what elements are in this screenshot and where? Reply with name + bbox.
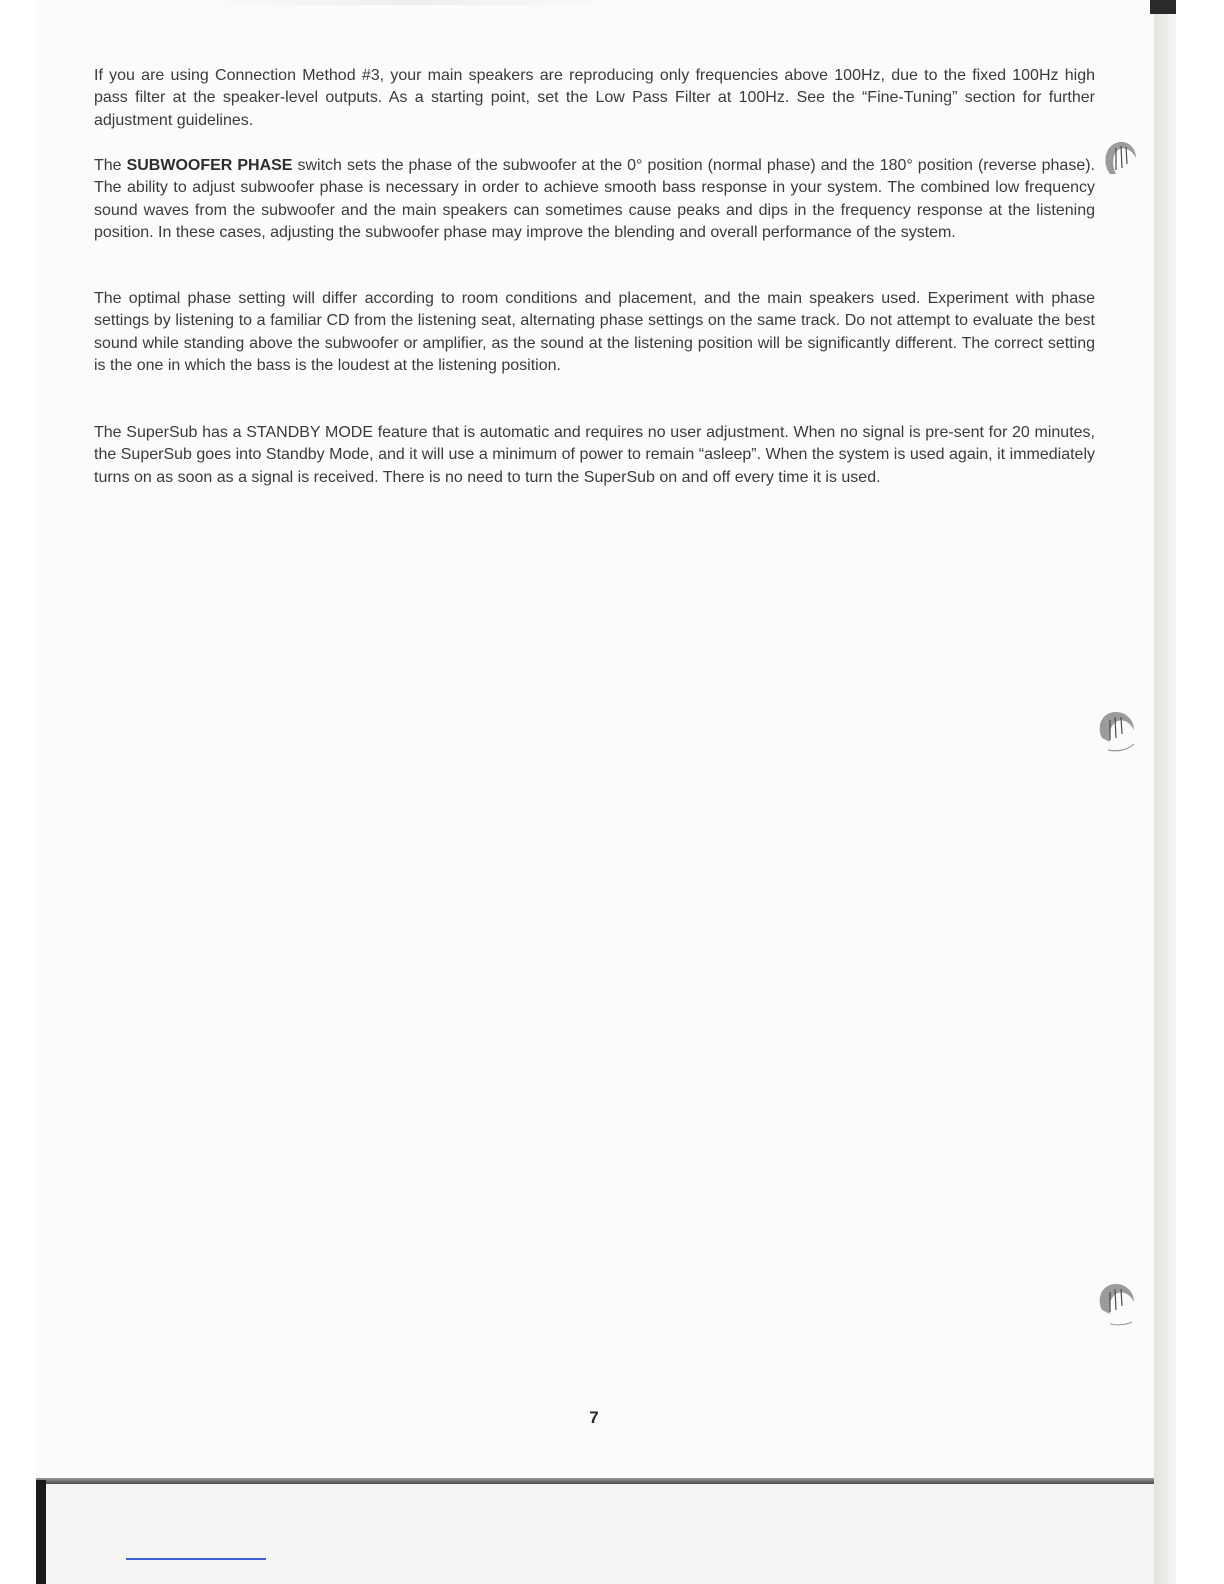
page-number: 7 bbox=[589, 1408, 599, 1427]
paragraph-body: switch sets the phase of the subwoofer at the 0° position (normal phase) and the 180° position (reverse phase). The ability to adjust subwoofer phase is necessary in order to achieve smooth bass response in your system. The combined low frequency sound waves from the subwoofer and the main speakers can sometimes cause peaks and dips in the frequency response at the listening position. In these cases, adjusting the subwoofer phase may improve the blending and overall performance of the system. bbox=[94, 157, 1096, 242]
scan-corner-shadow bbox=[1150, 0, 1176, 14]
binder-hole-icon bbox=[1094, 1276, 1138, 1326]
paragraph-optimal-phase: The optimal phase setting will differ according to room conditions and placement, and the main speakers used. Experiment with phase settings by listening to a familiar CD from the listening seat, alternating phase settings on the same track. Do not attempt to evaluate the best sound while standing above the subwoofer or amplifier, as the sound at the listening position will be significantly different. The correct setting is the one in which the bass is the loudest at the listening position. bbox=[94, 290, 1095, 375]
blue-underline-mark bbox=[126, 1558, 266, 1560]
page-bottom-edge bbox=[36, 1478, 1154, 1484]
binder-hole-icon bbox=[1094, 704, 1138, 754]
paragraph-prefix: The bbox=[94, 157, 127, 174]
scan-smudge bbox=[200, 0, 620, 5]
scan-background-strip bbox=[36, 1484, 1154, 1584]
paper-edge-right bbox=[1154, 0, 1176, 1584]
scan-left-bar bbox=[36, 1480, 46, 1584]
binder-hole-icon bbox=[1096, 134, 1140, 184]
paragraph-subwoofer-phase bbox=[94, 155, 1095, 245]
subwoofer-phase-heading: SUBWOOFER PHASE bbox=[126, 157, 293, 174]
paragraph-standby-mode: The SuperSub has a STANDBY MODE feature that is automatic and requires no user adjustment. When no signal is pre-sent for 20 minutes, the SuperSub goes into Standby Mode, and it will use a minimum of power to remain “asleep”. When the system is used again, it immediately turns on as soon as a signal is received. There is no need to turn the SuperSub on and off every time it is used. bbox=[94, 424, 1095, 486]
paragraph-connection-method: If you are using Connection Method #3, your main speakers are reproducing only frequencies above 100Hz, due to the fixed 100Hz high pass filter at the speaker-level outputs. As a starting point, set the Low Pass Filter at 100Hz. See the “Fine-Tuning” section for further adjustment guidelines. bbox=[94, 67, 1095, 129]
